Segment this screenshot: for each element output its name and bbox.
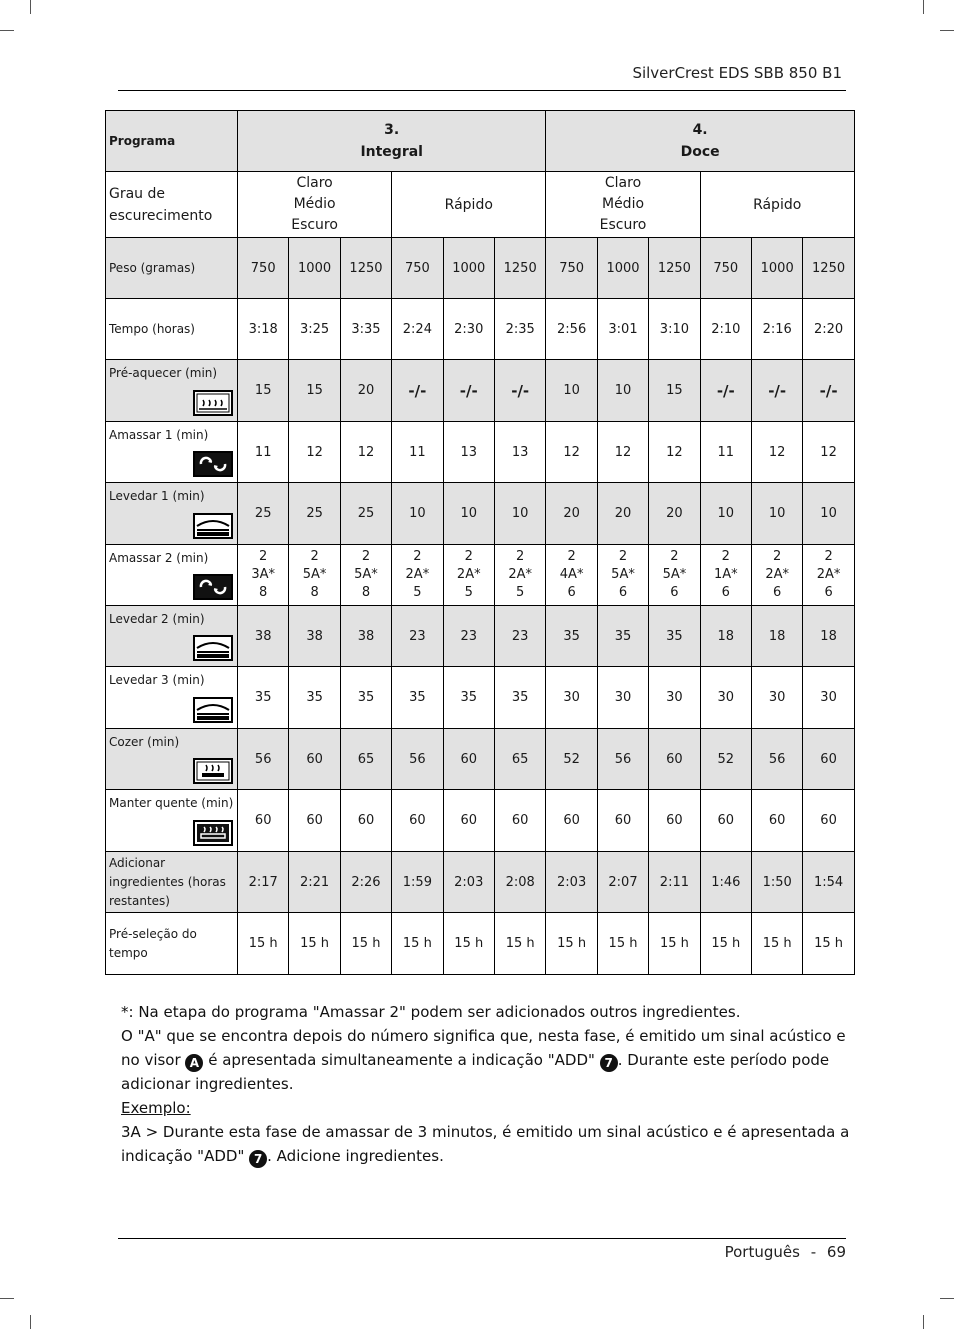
value-line: 6 bbox=[721, 585, 730, 600]
weight-cell: 1250 bbox=[340, 238, 391, 299]
value-cell: 23 bbox=[443, 606, 494, 667]
weight-cell: 1250 bbox=[649, 238, 700, 299]
page-footer bbox=[725, 1243, 846, 1261]
note-text: . Adicione ingredientes. bbox=[267, 1147, 444, 1165]
footer-language: Português bbox=[724, 1243, 800, 1261]
row-label: Levedar 2 (min) bbox=[109, 612, 205, 626]
value-line: 2 bbox=[670, 549, 679, 564]
value-line: 8 bbox=[259, 585, 268, 600]
value-cell: 23 bbox=[392, 606, 443, 667]
value-cell: 13 bbox=[494, 422, 545, 483]
note-a-explanation bbox=[121, 1024, 851, 1096]
value-cell: 60 bbox=[803, 790, 854, 852]
value-cell: 15 h bbox=[597, 913, 648, 975]
weight-label: Peso (gramas) bbox=[106, 238, 238, 299]
value-line: 3A* bbox=[251, 567, 276, 582]
value-cell: 10 bbox=[597, 360, 648, 422]
value-cell: 52 bbox=[700, 729, 751, 790]
row-label: Levedar 1 (min) bbox=[109, 489, 205, 503]
value-cell bbox=[238, 545, 289, 606]
weight-cell: 1000 bbox=[751, 238, 802, 299]
value-cell: 35 bbox=[340, 667, 391, 729]
value-cell: 38 bbox=[289, 606, 340, 667]
value-cell: 10 bbox=[546, 360, 597, 422]
row-label-cell bbox=[106, 729, 238, 790]
value-cell: 20 bbox=[340, 360, 391, 422]
browning-rapido-cell: Rápido bbox=[392, 172, 546, 238]
value-cell: 60 bbox=[238, 790, 289, 852]
crop-mark bbox=[940, 30, 954, 31]
crop-mark bbox=[923, 0, 924, 14]
table-row bbox=[106, 606, 855, 667]
value-cell: -/- bbox=[392, 360, 443, 422]
value-cell: 20 bbox=[597, 483, 648, 545]
value-cell: 12 bbox=[597, 422, 648, 483]
value-cell: 30 bbox=[649, 667, 700, 729]
value-cell: 52 bbox=[546, 729, 597, 790]
row-label: Amassar 1 (min) bbox=[109, 428, 209, 442]
value-cell bbox=[289, 545, 340, 606]
footer-rule bbox=[118, 1238, 846, 1239]
value-cell: 35 bbox=[546, 606, 597, 667]
value-cell: 2:11 bbox=[649, 852, 700, 913]
value-line: 8 bbox=[310, 585, 319, 600]
row-label-cell bbox=[106, 606, 238, 667]
program-integral-header bbox=[238, 111, 546, 172]
value-cell: 3:35 bbox=[340, 299, 391, 360]
value-cell bbox=[751, 545, 802, 606]
value-line: 5 bbox=[413, 585, 422, 600]
value-cell: 30 bbox=[546, 667, 597, 729]
value-line: 2 bbox=[721, 549, 730, 564]
add-indicator-7-icon: 7 bbox=[249, 1150, 267, 1168]
value-cell: 60 bbox=[649, 729, 700, 790]
value-line: 8 bbox=[361, 585, 371, 600]
value-cell: 38 bbox=[238, 606, 289, 667]
header-rule bbox=[118, 90, 846, 91]
value-cell bbox=[392, 545, 443, 606]
value-cell: -/- bbox=[700, 360, 751, 422]
value-cell: 60 bbox=[649, 790, 700, 852]
keep-warm-icon bbox=[193, 820, 233, 846]
value-cell: 56 bbox=[238, 729, 289, 790]
knead-icon bbox=[193, 574, 233, 600]
row-label-cell bbox=[106, 913, 238, 975]
value-cell: 15 bbox=[238, 360, 289, 422]
crop-mark bbox=[923, 1315, 924, 1329]
value-line: 5A* bbox=[354, 567, 378, 582]
value-line: 6 bbox=[773, 585, 782, 600]
value-cell: 3:18 bbox=[238, 299, 289, 360]
browning-option: Claro bbox=[296, 175, 333, 191]
value-cell: 35 bbox=[597, 606, 648, 667]
browning-rapido-cell: Rápido bbox=[700, 172, 854, 238]
footnotes bbox=[121, 1000, 851, 1168]
value-cell: 20 bbox=[546, 483, 597, 545]
value-line: 5 bbox=[516, 585, 525, 600]
value-line: 2 bbox=[567, 549, 576, 564]
value-cell: 35 bbox=[392, 667, 443, 729]
value-cell: -/- bbox=[803, 360, 854, 422]
browning-option: Médio bbox=[601, 196, 645, 212]
value-cell: 56 bbox=[392, 729, 443, 790]
value-cell bbox=[443, 545, 494, 606]
rise-icon bbox=[193, 513, 233, 539]
page-number: 69 bbox=[826, 1243, 846, 1261]
display-a-icon: A bbox=[185, 1054, 203, 1072]
weight-cell: 1000 bbox=[597, 238, 648, 299]
weight-cell: 1250 bbox=[494, 238, 545, 299]
browning-claro-cell bbox=[238, 172, 392, 238]
weight-cell: 750 bbox=[546, 238, 597, 299]
value-cell: 10 bbox=[803, 483, 854, 545]
value-cell: 10 bbox=[443, 483, 494, 545]
value-cell: 12 bbox=[340, 422, 391, 483]
value-cell: 10 bbox=[494, 483, 545, 545]
value-cell: 35 bbox=[289, 667, 340, 729]
value-cell: 23 bbox=[494, 606, 545, 667]
value-cell bbox=[700, 545, 751, 606]
value-cell: 1:50 bbox=[751, 852, 802, 913]
page-header-title: SilverCrest EDS SBB 850 B1 bbox=[632, 64, 842, 82]
browning-option: Escuro bbox=[291, 217, 338, 233]
row-label-cell bbox=[106, 545, 238, 606]
value-cell: 10 bbox=[392, 483, 443, 545]
value-cell: 38 bbox=[340, 606, 391, 667]
add-indicator-7-icon: 7 bbox=[600, 1054, 618, 1072]
value-cell: 1:59 bbox=[392, 852, 443, 913]
value-cell: 35 bbox=[238, 667, 289, 729]
value-cell: 1:54 bbox=[803, 852, 854, 913]
row-label: Pré-seleção do tempo bbox=[109, 926, 197, 960]
value-cell: 60 bbox=[289, 790, 340, 852]
value-cell: 30 bbox=[751, 667, 802, 729]
value-cell bbox=[649, 545, 700, 606]
value-cell: 2:16 bbox=[751, 299, 802, 360]
row-label: Adicionar ingredientes (horas restantes) bbox=[109, 855, 226, 908]
table-row bbox=[106, 545, 855, 606]
row-label-cell bbox=[106, 299, 238, 360]
value-cell: 15 bbox=[649, 360, 700, 422]
value-line: 2 bbox=[773, 549, 782, 564]
value-cell: 13 bbox=[443, 422, 494, 483]
value-cell: 15 h bbox=[238, 913, 289, 975]
value-cell: 60 bbox=[597, 790, 648, 852]
value-cell: 60 bbox=[546, 790, 597, 852]
weight-cell: 1000 bbox=[289, 238, 340, 299]
program-label: Programa bbox=[106, 111, 238, 172]
value-cell: 56 bbox=[597, 729, 648, 790]
value-cell: 18 bbox=[700, 606, 751, 667]
crop-mark bbox=[0, 1298, 14, 1299]
value-cell: 18 bbox=[751, 606, 802, 667]
value-cell: 35 bbox=[494, 667, 545, 729]
value-line: 2A* bbox=[765, 567, 790, 582]
crop-mark bbox=[0, 30, 14, 31]
value-cell bbox=[340, 545, 391, 606]
program-doce-header bbox=[546, 111, 854, 172]
value-cell: 2:17 bbox=[238, 852, 289, 913]
value-cell: 3:25 bbox=[289, 299, 340, 360]
value-line: 5A* bbox=[662, 567, 687, 582]
value-cell: 65 bbox=[494, 729, 545, 790]
value-line: 6 bbox=[824, 585, 833, 600]
value-cell: 35 bbox=[443, 667, 494, 729]
value-line: 6 bbox=[567, 585, 576, 600]
value-cell: 2:26 bbox=[340, 852, 391, 913]
value-cell: 3:01 bbox=[597, 299, 648, 360]
value-cell: 2:10 bbox=[700, 299, 751, 360]
value-cell: 30 bbox=[700, 667, 751, 729]
browning-label: Grau de escurecimento bbox=[106, 172, 238, 238]
value-cell: 15 h bbox=[289, 913, 340, 975]
value-cell: 60 bbox=[494, 790, 545, 852]
value-cell: 15 h bbox=[700, 913, 751, 975]
value-cell: 15 h bbox=[392, 913, 443, 975]
crop-mark bbox=[940, 1298, 954, 1299]
value-cell: 2:56 bbox=[546, 299, 597, 360]
program-name: Integral bbox=[360, 144, 423, 160]
value-cell: 15 bbox=[289, 360, 340, 422]
value-cell: 12 bbox=[751, 422, 802, 483]
value-cell: 60 bbox=[751, 790, 802, 852]
program-name: Doce bbox=[680, 144, 720, 160]
rise-icon bbox=[193, 635, 233, 661]
value-line: 2 bbox=[413, 549, 422, 564]
browning-row bbox=[106, 172, 855, 238]
value-line: 5 bbox=[464, 585, 473, 600]
weight-cell: 1250 bbox=[803, 238, 854, 299]
preheat-icon bbox=[193, 390, 233, 416]
value-cell: 20 bbox=[649, 483, 700, 545]
value-line: 2 bbox=[464, 549, 473, 564]
table-row bbox=[106, 913, 855, 975]
value-cell: 15 h bbox=[751, 913, 802, 975]
value-cell: 25 bbox=[238, 483, 289, 545]
table-row bbox=[106, 852, 855, 913]
row-label-cell bbox=[106, 483, 238, 545]
row-label-cell bbox=[106, 667, 238, 729]
value-cell: 11 bbox=[392, 422, 443, 483]
value-line: 2A* bbox=[456, 567, 481, 582]
value-cell: 2:08 bbox=[494, 852, 545, 913]
value-cell: 60 bbox=[700, 790, 751, 852]
crop-mark bbox=[30, 0, 31, 14]
weight-cell: 750 bbox=[700, 238, 751, 299]
note-asterisk: *: Na etapa do programa "Amassar 2" podem ser adicionados outros ingredientes. bbox=[121, 1003, 741, 1021]
example-text bbox=[121, 1120, 851, 1168]
value-cell bbox=[546, 545, 597, 606]
value-cell: 60 bbox=[443, 729, 494, 790]
weight-cell: 750 bbox=[238, 238, 289, 299]
value-cell: 12 bbox=[289, 422, 340, 483]
table-header-row bbox=[106, 111, 855, 172]
value-cell: -/- bbox=[494, 360, 545, 422]
browning-option: Médio bbox=[293, 196, 336, 212]
row-label: Cozer (min) bbox=[109, 735, 180, 749]
value-cell: 15 h bbox=[649, 913, 700, 975]
value-cell: -/- bbox=[443, 360, 494, 422]
value-cell: 65 bbox=[340, 729, 391, 790]
value-cell: 60 bbox=[289, 729, 340, 790]
value-cell: 60 bbox=[803, 729, 854, 790]
browning-option: Claro bbox=[604, 175, 642, 191]
table-row bbox=[106, 360, 855, 422]
value-line: 6 bbox=[618, 585, 628, 600]
value-cell: 2:24 bbox=[392, 299, 443, 360]
value-cell: 2:21 bbox=[289, 852, 340, 913]
knead-icon bbox=[193, 451, 233, 477]
value-cell bbox=[597, 545, 648, 606]
table-row bbox=[106, 299, 855, 360]
note-text: 3A > Durante esta fase de amassar de 3 minutos, é emitido um sinal acústico e é apresentada a indicação "ADD" bbox=[121, 1123, 850, 1165]
value-line: 2 bbox=[361, 549, 371, 564]
value-cell: 12 bbox=[803, 422, 854, 483]
value-cell: 1:46 bbox=[700, 852, 751, 913]
value-cell: 35 bbox=[649, 606, 700, 667]
value-cell bbox=[803, 545, 854, 606]
value-cell: 10 bbox=[700, 483, 751, 545]
value-cell: 11 bbox=[700, 422, 751, 483]
row-label-cell bbox=[106, 422, 238, 483]
table-row bbox=[106, 790, 855, 852]
value-cell: 15 h bbox=[546, 913, 597, 975]
value-cell: 2:20 bbox=[803, 299, 854, 360]
value-cell: 30 bbox=[803, 667, 854, 729]
note-text: O "A" que se encontra depois do número significa que, nesta fase, é emitido um sinal acústico e no visor bbox=[121, 1027, 846, 1069]
value-cell: 12 bbox=[649, 422, 700, 483]
program-table bbox=[105, 110, 855, 975]
program-number: 3. bbox=[384, 122, 400, 138]
crop-mark bbox=[30, 1315, 31, 1329]
browning-claro-cell bbox=[546, 172, 700, 238]
value-cell: 25 bbox=[289, 483, 340, 545]
value-cell: 12 bbox=[546, 422, 597, 483]
value-cell: 2:03 bbox=[443, 852, 494, 913]
table-body bbox=[106, 299, 855, 975]
browning-option: Escuro bbox=[599, 217, 647, 233]
note-text: é apresentada simultaneamente a indicação "ADD" bbox=[208, 1051, 595, 1069]
value-cell: 60 bbox=[392, 790, 443, 852]
value-line: 4A* bbox=[559, 567, 584, 582]
value-cell: 2:03 bbox=[546, 852, 597, 913]
row-label-cell bbox=[106, 790, 238, 852]
value-cell: 2:35 bbox=[494, 299, 545, 360]
table-row bbox=[106, 729, 855, 790]
value-cell: -/- bbox=[751, 360, 802, 422]
bake-icon bbox=[193, 758, 233, 784]
value-cell: 60 bbox=[340, 790, 391, 852]
value-cell bbox=[494, 545, 545, 606]
row-label: Tempo (horas) bbox=[109, 321, 195, 336]
value-line: 5A* bbox=[611, 567, 635, 582]
program-number: 4. bbox=[692, 122, 708, 138]
row-label: Pré-aquecer (min) bbox=[109, 366, 218, 380]
weight-cell: 1000 bbox=[443, 238, 494, 299]
value-line: 1A* bbox=[713, 567, 738, 582]
value-cell: 11 bbox=[238, 422, 289, 483]
value-line: 5A* bbox=[302, 567, 327, 582]
value-cell: 15 h bbox=[340, 913, 391, 975]
value-cell: 15 h bbox=[494, 913, 545, 975]
note-text: . Durante este período pode adicionar ingredientes. bbox=[121, 1051, 830, 1093]
value-cell: 2:07 bbox=[597, 852, 648, 913]
row-label: Manter quente (min) bbox=[109, 796, 234, 810]
row-label-cell bbox=[106, 360, 238, 422]
weight-row bbox=[106, 238, 855, 299]
value-line: 2 bbox=[618, 549, 628, 564]
value-line: 2 bbox=[310, 549, 319, 564]
example-heading: Exemplo: bbox=[121, 1099, 191, 1117]
rise-icon bbox=[193, 697, 233, 723]
value-cell: 15 h bbox=[803, 913, 854, 975]
value-cell: 15 h bbox=[443, 913, 494, 975]
value-cell: 30 bbox=[597, 667, 648, 729]
value-line: 2A* bbox=[508, 567, 533, 582]
value-cell: 25 bbox=[340, 483, 391, 545]
value-cell: 10 bbox=[751, 483, 802, 545]
row-label: Levedar 3 (min) bbox=[109, 673, 205, 687]
value-cell: 56 bbox=[751, 729, 802, 790]
footer-separator: - bbox=[810, 1243, 817, 1261]
value-line: 2A* bbox=[405, 567, 430, 582]
table-row bbox=[106, 483, 855, 545]
table-row bbox=[106, 422, 855, 483]
value-line: 2 bbox=[824, 549, 833, 564]
value-line: 2 bbox=[516, 549, 525, 564]
row-label-cell bbox=[106, 852, 238, 913]
value-line: 2A* bbox=[816, 567, 841, 582]
value-line: 6 bbox=[670, 585, 679, 600]
value-cell: 2:30 bbox=[443, 299, 494, 360]
value-cell: 3:10 bbox=[649, 299, 700, 360]
row-label: Amassar 2 (min) bbox=[109, 551, 209, 565]
weight-cell: 750 bbox=[392, 238, 443, 299]
value-line: 2 bbox=[259, 549, 268, 564]
value-cell: 18 bbox=[803, 606, 854, 667]
value-cell: 60 bbox=[443, 790, 494, 852]
table-row bbox=[106, 667, 855, 729]
